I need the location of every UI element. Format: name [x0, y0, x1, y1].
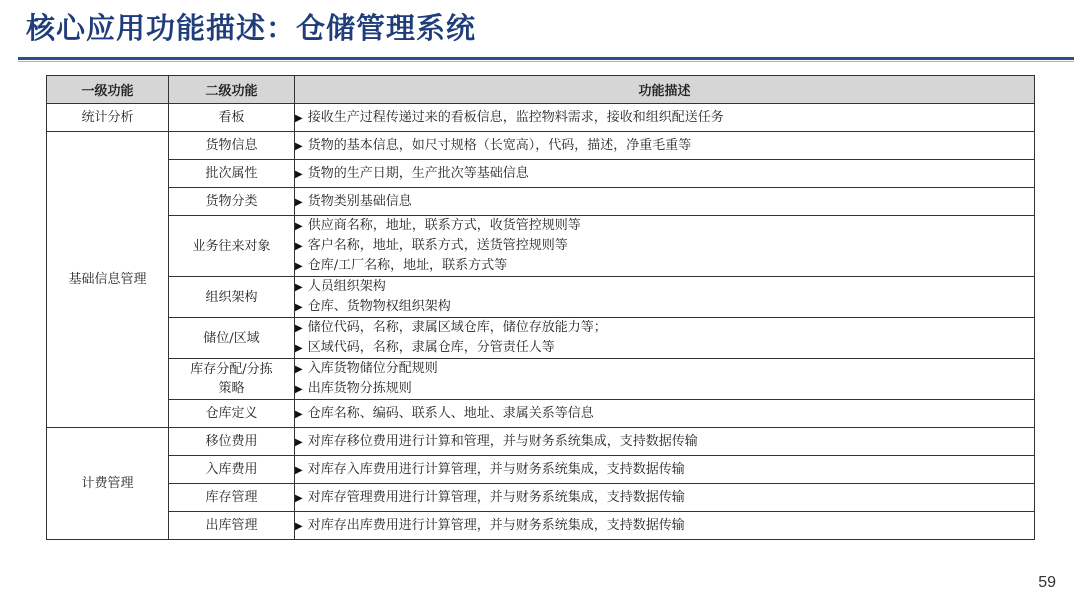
level2-function-label: 储位/区域 [203, 330, 260, 346]
description-item [295, 216, 1034, 236]
bullet-arrow-icon: ▶ [295, 282, 303, 293]
level2-function-cell [169, 318, 295, 359]
table-row [47, 428, 1035, 456]
bullet-arrow-icon: ▶ [295, 196, 303, 208]
bullet-arrow-icon: ▶ [295, 241, 303, 252]
bullet-arrow-icon: ▶ [295, 323, 303, 334]
description-item [295, 236, 1034, 256]
bullet-arrow-icon: ▶ [295, 168, 303, 180]
description-text: 储位代码，名称，隶属区域仓库，储位存放能力等； [307, 320, 607, 335]
description-text: 对库存入库费用进行计算管理，并与财务系统集成，支持数据传输 [307, 461, 685, 477]
description-item [295, 136, 1034, 156]
description-text: 出库货物分拣规则 [307, 381, 412, 396]
table-row [47, 132, 1035, 160]
bullet-arrow-icon: ▶ [295, 112, 303, 124]
level2-function-cell [169, 456, 295, 484]
description-text: 人员组织架构 [307, 279, 386, 294]
table-row [47, 484, 1035, 512]
level2-function-cell [169, 512, 295, 540]
bullet-arrow-icon: ▶ [295, 302, 303, 313]
function-table [46, 75, 1035, 540]
header-level1: 一级功能 [47, 76, 169, 104]
bullet-arrow-icon: ▶ [295, 492, 303, 504]
bullet-arrow-icon: ▶ [295, 261, 303, 272]
description-item [295, 164, 1034, 184]
description-text: 货物的基本信息，如尺寸规格（长宽高），代码，描述，净重毛重等 [307, 137, 692, 153]
level2-function-cell [169, 484, 295, 512]
description-text: 客户名称，地址，联系方式，送货管控规则等 [307, 238, 568, 253]
description-cell [295, 188, 1035, 216]
title-divider [18, 57, 1074, 60]
description-cell [295, 132, 1035, 160]
description-item [295, 460, 1034, 480]
description-item [295, 277, 1034, 297]
table-row [47, 359, 1035, 400]
bullet-arrow-icon: ▶ [295, 520, 303, 532]
description-cell [295, 512, 1035, 540]
description-item [295, 379, 1034, 399]
description-cell [295, 484, 1035, 512]
description-item [295, 404, 1034, 424]
bullet-arrow-icon: ▶ [295, 221, 303, 232]
table-row [47, 456, 1035, 484]
bullet-arrow-icon: ▶ [295, 140, 303, 152]
description-cell [295, 456, 1035, 484]
table-row [47, 512, 1035, 540]
bullet-arrow-icon: ▶ [295, 384, 303, 395]
level1-function-cell: 基础信息管理 [47, 132, 169, 428]
description-cell [295, 428, 1035, 456]
page-number: 59 [1038, 574, 1056, 591]
level2-function-label: 移位费用 [205, 434, 258, 449]
level1-function-cell: 统计分析 [47, 104, 169, 132]
table-row [47, 216, 1035, 277]
description-item [295, 108, 1034, 128]
description-cell [295, 160, 1035, 188]
table-row [47, 400, 1035, 428]
description-item [295, 432, 1034, 452]
description-text: 对库存移位费用进行计算和管理，并与财务系统集成，支持数据传输 [307, 433, 698, 449]
title-divider-thin [18, 61, 1074, 62]
bullet-arrow-icon: ▶ [295, 343, 303, 354]
bullet-arrow-icon: ▶ [295, 436, 303, 448]
table-row [47, 318, 1035, 359]
level2-function-cell [169, 216, 295, 277]
level2-function-label: 库存分配/分拣策略 [190, 362, 273, 396]
description-cell [295, 277, 1035, 318]
description-cell [295, 104, 1035, 132]
table-row [47, 104, 1035, 132]
description-text: 货物的生产日期，生产批次等基础信息 [307, 165, 529, 181]
level1-function-cell: 计费管理 [47, 428, 169, 540]
table-row [47, 277, 1035, 318]
level2-function-label: 批次属性 [205, 166, 258, 181]
page-title: 核心应用功能描述：仓储管理系统 [26, 11, 477, 45]
description-item [295, 488, 1034, 508]
description-item [295, 338, 1034, 358]
description-text: 仓库名称、编码、联系人、地址、隶属关系等信息 [307, 405, 594, 421]
level2-function-label: 业务往来对象 [192, 238, 271, 254]
description-text: 货物类别基础信息 [307, 193, 412, 209]
description-text: 入库货物储位分配规则 [307, 361, 438, 376]
level2-function-cell [169, 132, 295, 160]
description-item [295, 256, 1034, 276]
level2-function-cell [169, 428, 295, 456]
level2-function-cell [169, 277, 295, 318]
table-row [47, 160, 1035, 188]
level2-function-label: 入库费用 [205, 462, 258, 477]
level2-function-label: 货物信息 [205, 138, 258, 153]
header-level2: 二级功能 [169, 76, 295, 104]
bullet-arrow-icon: ▶ [295, 364, 303, 375]
description-text: 仓库/工厂名称，地址，联系方式等 [307, 258, 508, 273]
level2-function-cell [169, 400, 295, 428]
description-text: 区域代码，名称，隶属仓库，分管责任人等 [307, 340, 555, 355]
description-text: 供应商名称，地址，联系方式，收货管控规则等 [307, 218, 581, 233]
level2-function-label: 看板 [218, 110, 245, 125]
level2-function-label: 出库管理 [205, 518, 258, 533]
description-cell [295, 318, 1035, 359]
bullet-arrow-icon: ▶ [295, 464, 303, 476]
description-text: 仓库、货物物权组织架构 [307, 299, 451, 314]
level2-function-cell [169, 188, 295, 216]
table-header-row [47, 76, 1035, 104]
description-cell [295, 400, 1035, 428]
level2-function-cell [169, 359, 295, 400]
header-description: 功能描述 [295, 76, 1035, 104]
bullet-arrow-icon: ▶ [295, 408, 303, 420]
description-item [295, 192, 1034, 212]
description-cell [295, 359, 1035, 400]
description-cell [295, 216, 1035, 277]
description-item [295, 297, 1034, 317]
description-text: 对库存出库费用进行计算管理，并与财务系统集成，支持数据传输 [307, 517, 685, 533]
description-text: 对库存管理费用进行计算管理，并与财务系统集成，支持数据传输 [307, 489, 685, 505]
description-item [295, 516, 1034, 536]
level2-function-label: 组织架构 [205, 289, 258, 305]
table-row [47, 188, 1035, 216]
level2-function-label: 库存管理 [205, 490, 258, 505]
level2-function-label: 货物分类 [205, 194, 258, 209]
level2-function-cell [169, 160, 295, 188]
description-item [295, 318, 1034, 338]
description-item [295, 359, 1034, 379]
level2-function-cell [169, 104, 295, 132]
level2-function-label: 仓库定义 [205, 406, 258, 421]
description-text: 接收生产过程传递过来的看板信息，监控物料需求，接收和组织配送任务 [307, 109, 724, 125]
